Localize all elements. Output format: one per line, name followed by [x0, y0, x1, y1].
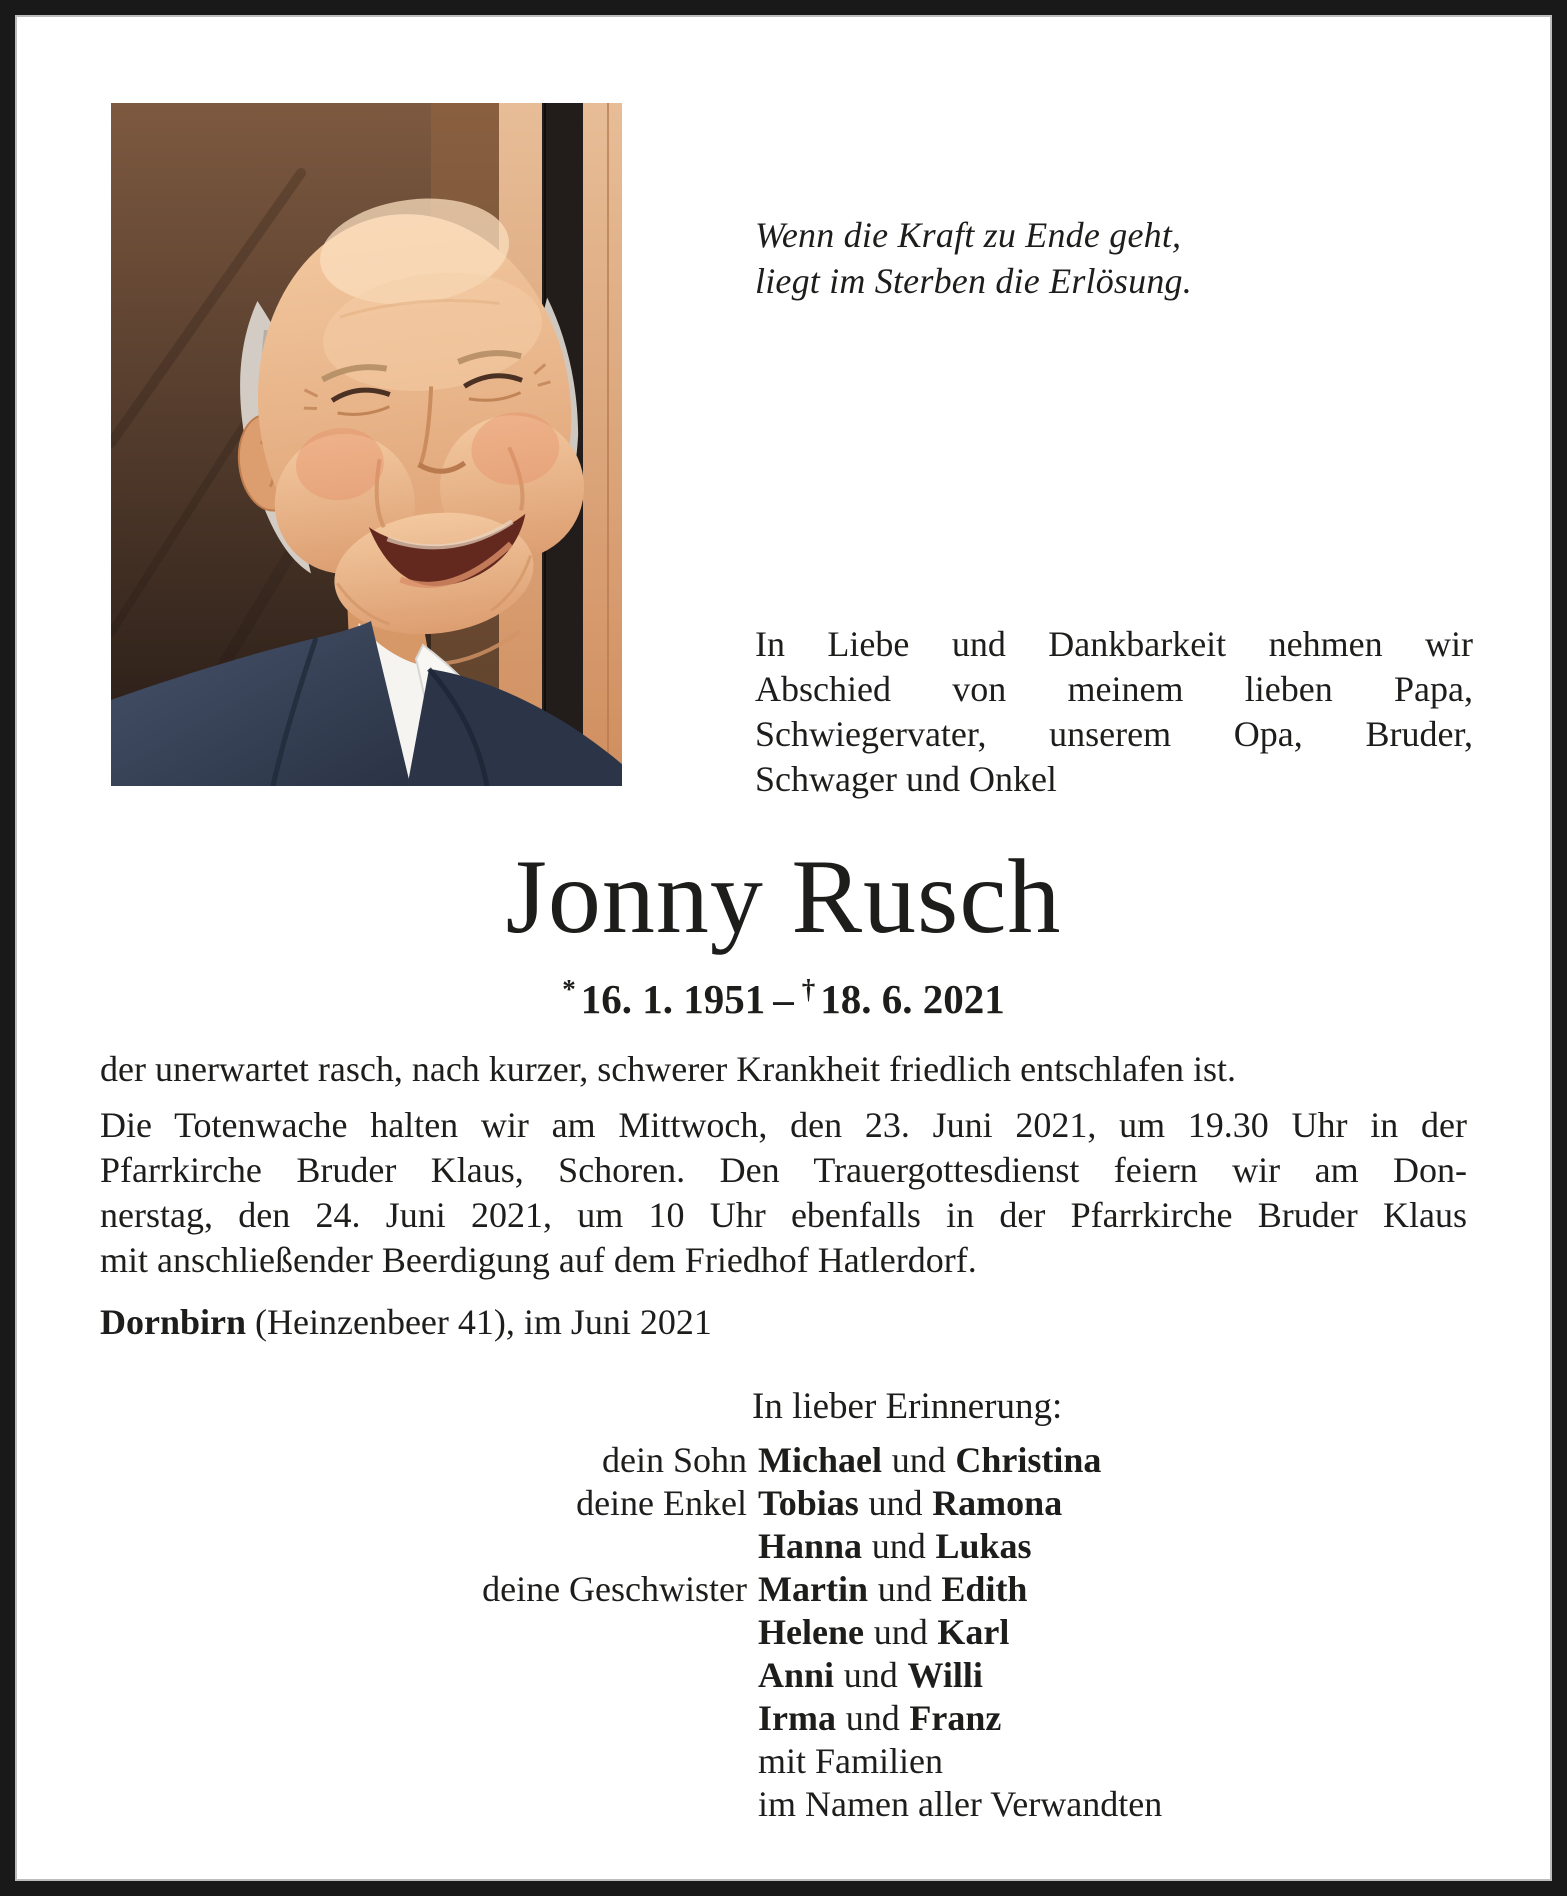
intro-paragraph — [755, 622, 1473, 802]
name-bold: Irma — [758, 1698, 836, 1738]
remembrance-row — [100, 1568, 1490, 1611]
death-date: 18. 6. 2021 — [820, 976, 1005, 1022]
birth-date: 16. 1. 1951 — [580, 976, 766, 1022]
relation-label — [100, 1783, 747, 1826]
birth-symbol: * — [562, 974, 576, 1004]
intro-line: Schwager und Onkel — [755, 759, 1057, 799]
conjunction: und — [868, 1483, 923, 1523]
remembrance-row — [100, 1525, 1490, 1568]
conjunction: und — [845, 1698, 900, 1738]
conjunction: und — [877, 1569, 932, 1609]
name-bold: Anni — [758, 1655, 835, 1695]
relation-names — [758, 1697, 1001, 1740]
name-block — [15, 838, 1552, 956]
relation-label: dein Sohn — [601, 1440, 747, 1480]
name-bold: Karl — [937, 1612, 1010, 1652]
relation-names — [758, 1525, 1032, 1568]
remembrance-row — [100, 1482, 1490, 1525]
remembrance-heading: In lieber Erinnerung: — [752, 1386, 1063, 1427]
relation-label — [100, 1525, 747, 1568]
date-separator: – — [773, 976, 794, 1022]
passing-line: der unerwartet rasch, nach kurzer, schwerer Krankheit friedlich entschlafen ist. — [100, 1049, 1237, 1089]
name-bold: Michael — [758, 1440, 882, 1480]
relation-label — [100, 1654, 747, 1697]
conjunction: und — [871, 1526, 926, 1566]
death-symbol: † — [801, 974, 816, 1004]
portrait-photo — [111, 103, 622, 786]
relation-names: im Namen aller Verwandten — [758, 1784, 1163, 1824]
life-dates — [15, 962, 1552, 1026]
conjunction: und — [891, 1440, 946, 1480]
relation-label: deine Enkel — [576, 1483, 747, 1523]
relation-names — [758, 1654, 983, 1697]
memorial-quote — [755, 212, 1192, 304]
name-bold: Lukas — [935, 1526, 1032, 1566]
name-bold: Hanna — [758, 1526, 863, 1566]
remembrance-row — [100, 1697, 1490, 1740]
location-line — [100, 1299, 712, 1345]
service-line: Pfarrkirche Bruder Klaus, Schoren. Den Trauergottesdienst feiern wir am Don- — [100, 1150, 1467, 1190]
portrait-photo-art — [111, 103, 622, 786]
relation-label — [100, 1697, 747, 1740]
remembrance-list — [100, 1439, 1490, 1826]
name-bold: Helene — [758, 1612, 864, 1652]
name-bold: Tobias — [758, 1483, 859, 1523]
relation-label: deine Geschwister — [482, 1569, 747, 1609]
intro-line: Abschied von meinem lieben Papa, — [755, 669, 1473, 709]
remembrance-row — [100, 1439, 1490, 1482]
name-bold: Martin — [758, 1569, 868, 1609]
remembrance-row — [100, 1654, 1490, 1697]
service-line: Die Totenwache halten wir am Mittwoch, den 23. Juni 2021, um 19.30 Uhr in der — [100, 1105, 1467, 1145]
service-line: nerstag, den 24. Juni 2021, um 10 Uhr ebenfalls in der Pfarrkirche Bruder Klaus — [100, 1195, 1467, 1235]
relation-names — [758, 1482, 1062, 1525]
name-bold: Edith — [941, 1569, 1028, 1609]
conjunction: und — [873, 1612, 928, 1652]
service-details — [100, 1103, 1467, 1283]
remembrance-row — [100, 1611, 1490, 1654]
relation-names — [758, 1439, 1101, 1482]
name-bold: Franz — [909, 1698, 1002, 1738]
relation-label — [100, 1740, 747, 1783]
service-line: mit anschließender Beerdigung auf dem Friedhof Hatlerdorf. — [100, 1240, 977, 1280]
quote-line-1: Wenn die Kraft zu Ende geht, — [755, 215, 1182, 255]
remembrance-row — [100, 1783, 1490, 1826]
name-bold: Christina — [955, 1440, 1102, 1480]
relation-names: mit Familien — [758, 1741, 943, 1781]
relation-names — [758, 1611, 1009, 1654]
name-bold: Ramona — [932, 1483, 1063, 1523]
remembrance-row — [100, 1740, 1490, 1783]
deceased-name: Jonny Rusch — [505, 838, 1062, 955]
quote-line-2: liegt im Sterben die Erlösung. — [755, 261, 1192, 301]
relation-label — [100, 1611, 747, 1654]
name-bold: Willi — [907, 1655, 983, 1695]
location-details: (Heinzenbeer 41), im Juni 2021 — [246, 1302, 712, 1342]
conjunction: und — [843, 1655, 898, 1695]
location-city: Dornbirn — [100, 1302, 247, 1342]
intro-line: Schwiegervater, unserem Opa, Bruder, — [755, 714, 1473, 754]
intro-line: In Liebe und Dankbarkeit nehmen wir — [755, 624, 1473, 664]
relation-names — [758, 1568, 1027, 1611]
